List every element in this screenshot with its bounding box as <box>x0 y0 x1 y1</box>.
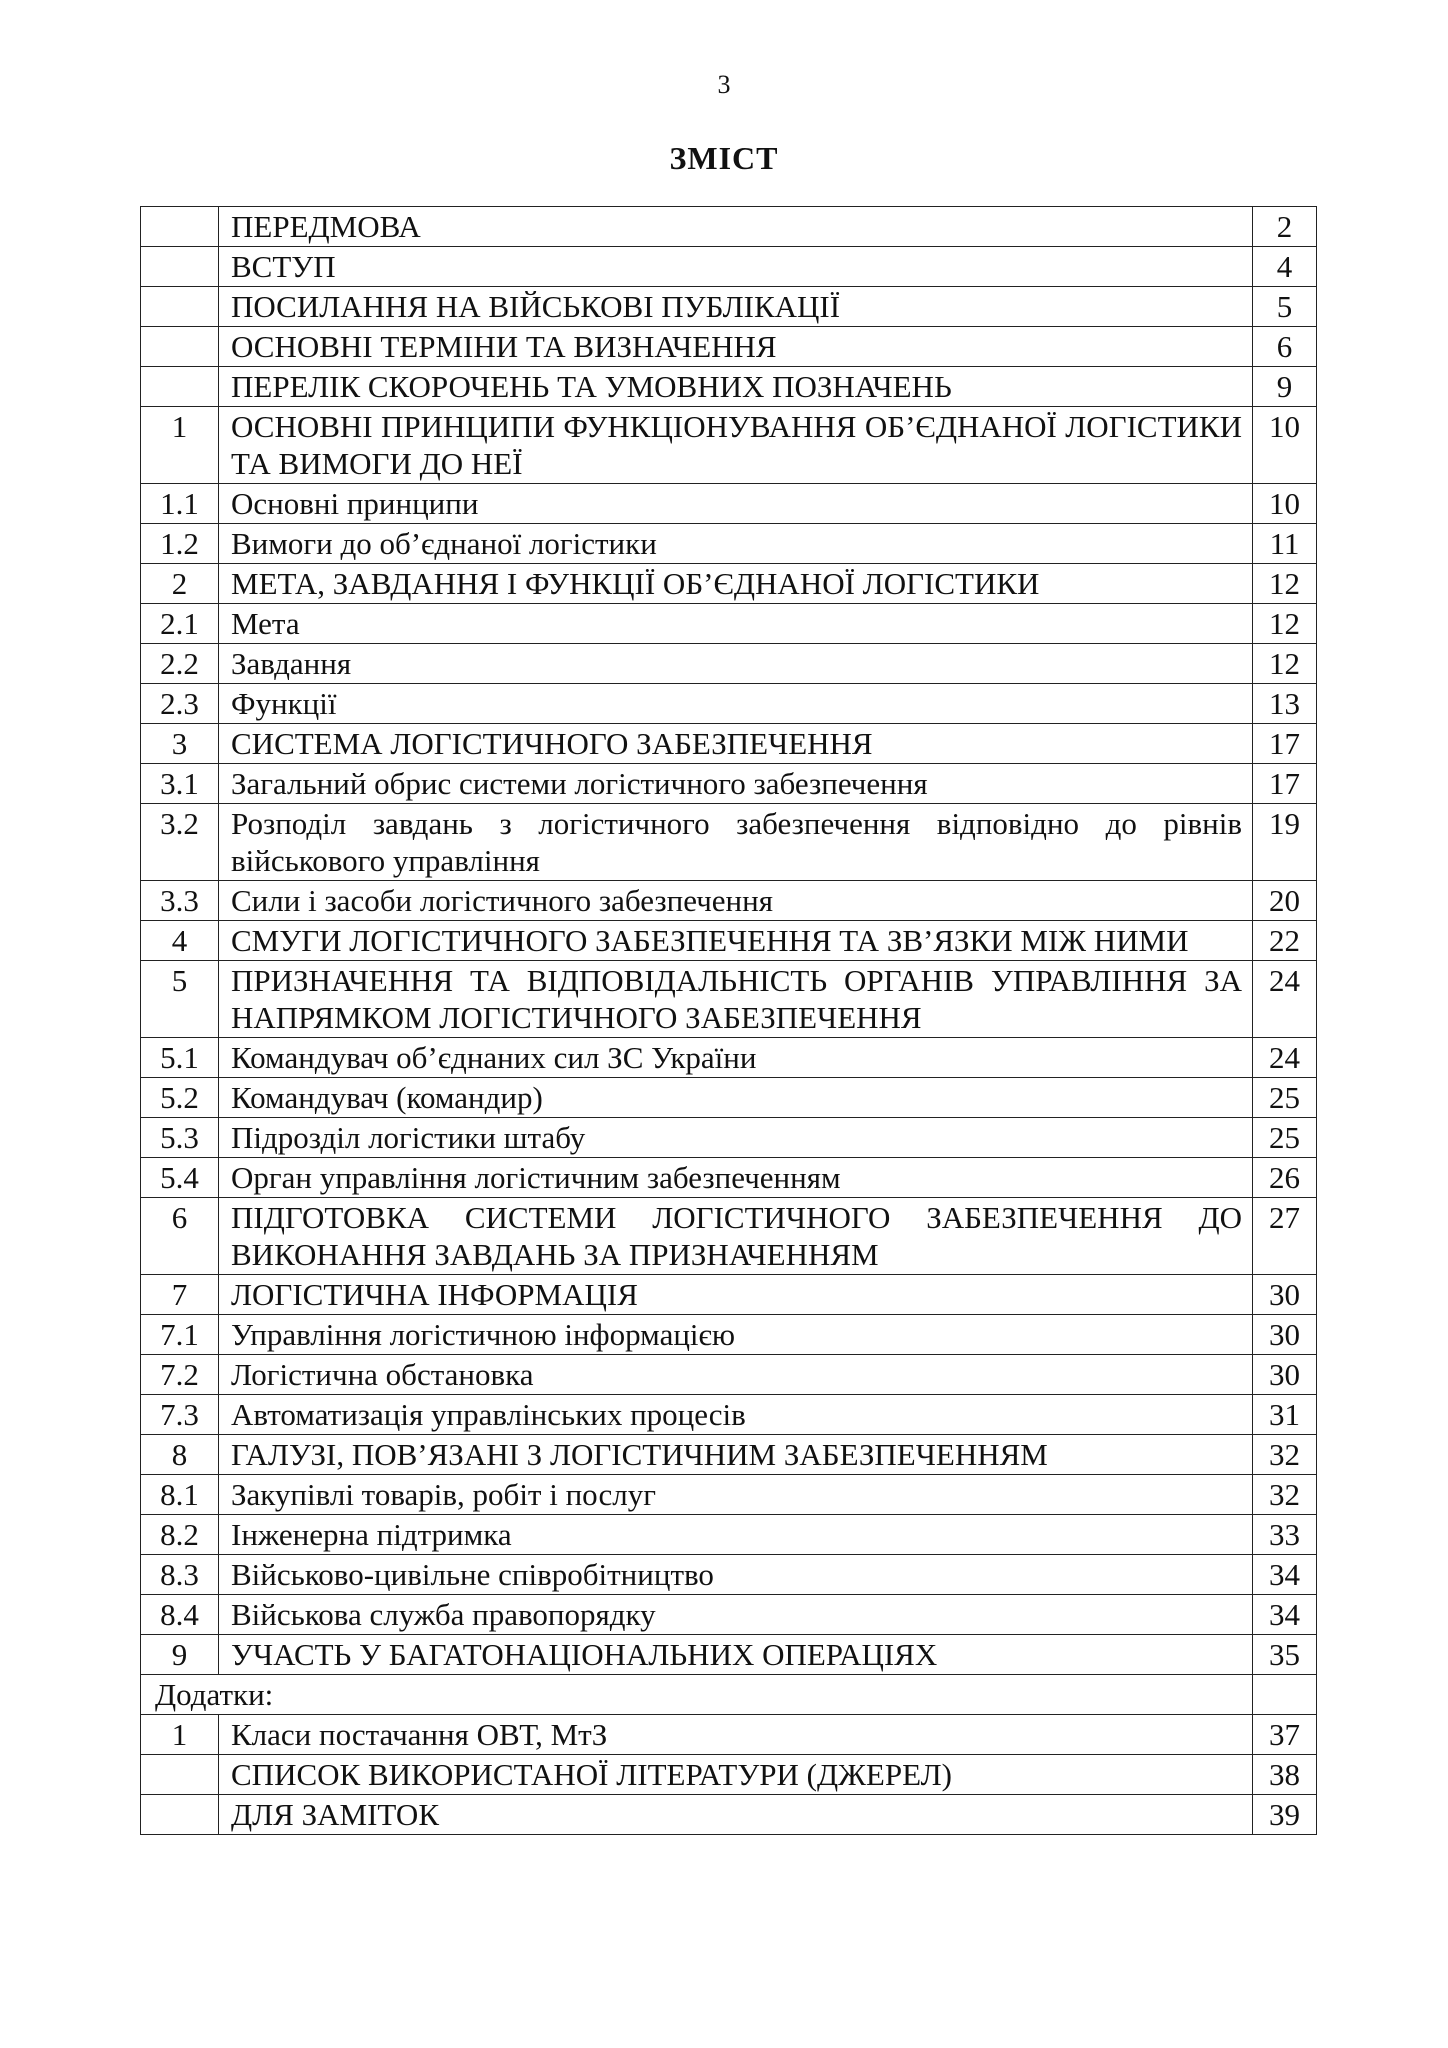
toc-page-number: 17 <box>1253 724 1317 764</box>
toc-page-number: 31 <box>1253 1395 1317 1435</box>
toc-page-number: 27 <box>1253 1198 1317 1275</box>
toc-section-number: 2.2 <box>141 644 219 684</box>
toc-page-number: 17 <box>1253 764 1317 804</box>
toc-section-number: 7.1 <box>141 1315 219 1355</box>
toc-row <box>141 684 1317 724</box>
toc-section-number: 8.1 <box>141 1475 219 1515</box>
toc-section-title: ЛОГІСТИЧНА ІНФОРМАЦІЯ <box>219 1275 1253 1315</box>
toc-page-number: 37 <box>1253 1715 1317 1755</box>
toc-page-number: 12 <box>1253 564 1317 604</box>
toc-section-title: Основні принципи <box>219 484 1253 524</box>
toc-section-title: ВСТУП <box>219 247 1253 287</box>
toc-row <box>141 1595 1317 1635</box>
toc-page-number: 12 <box>1253 604 1317 644</box>
toc-row <box>141 1515 1317 1555</box>
toc-section-title: ГАЛУЗІ, ПОВ’ЯЗАНІ З ЛОГІСТИЧНИМ ЗАБЕЗПЕЧЕННЯМ <box>219 1435 1253 1475</box>
toc-section-title: ПРИЗНАЧЕННЯ ТА ВІДПОВІДАЛЬНІСТЬ ОРГАНІВ УПРАВЛІННЯ ЗА НАПРЯМКОМ ЛОГІСТИЧНОГО ЗАБЕЗПЕЧЕННЯ <box>219 961 1253 1038</box>
toc-section-number: 1.2 <box>141 524 219 564</box>
toc-section-number: 2 <box>141 564 219 604</box>
toc-page-number: 13 <box>1253 684 1317 724</box>
toc-page-number: 30 <box>1253 1355 1317 1395</box>
toc-row <box>141 367 1317 407</box>
toc-section-title: Логістична обстановка <box>219 1355 1253 1395</box>
toc-section-number: 8.3 <box>141 1555 219 1595</box>
toc-section-title: Класи постачання ОВТ, МтЗ <box>219 1715 1253 1755</box>
toc-section-number: 5.1 <box>141 1038 219 1078</box>
toc-section-number <box>141 367 219 407</box>
toc-section-title: СПИСОК ВИКОРИСТАНОЇ ЛІТЕРАТУРИ (ДЖЕРЕЛ) <box>219 1755 1253 1795</box>
toc-row <box>141 1715 1317 1755</box>
toc-section-number: 3 <box>141 724 219 764</box>
toc-section-number <box>141 247 219 287</box>
toc-section-number: 1.1 <box>141 484 219 524</box>
toc-row <box>141 484 1317 524</box>
toc-row <box>141 881 1317 921</box>
toc-row <box>141 1078 1317 1118</box>
toc-section-number: 6 <box>141 1198 219 1275</box>
toc-row <box>141 1118 1317 1158</box>
toc-page-number: 2 <box>1253 207 1317 247</box>
toc-page-number: 39 <box>1253 1795 1317 1835</box>
toc-page-number: 35 <box>1253 1635 1317 1675</box>
table-of-contents <box>140 206 1317 1835</box>
toc-section-number: 7 <box>141 1275 219 1315</box>
toc-section-title: Сили і засоби логістичного забезпечення <box>219 881 1253 921</box>
toc-row <box>141 1198 1317 1275</box>
toc-section-title: Командувач об’єднаних сил ЗС України <box>219 1038 1253 1078</box>
toc-page-number: 34 <box>1253 1595 1317 1635</box>
toc-row <box>141 524 1317 564</box>
toc-page-number: 20 <box>1253 881 1317 921</box>
toc-page-number: 32 <box>1253 1475 1317 1515</box>
toc-row <box>141 287 1317 327</box>
toc-section-number: 8 <box>141 1435 219 1475</box>
toc-section-title: Функції <box>219 684 1253 724</box>
toc-section-title: Командувач (командир) <box>219 1078 1253 1118</box>
toc-row <box>141 407 1317 484</box>
toc-page-number: 22 <box>1253 921 1317 961</box>
toc-page-number: 30 <box>1253 1275 1317 1315</box>
toc-section-title: Підрозділ логістики штабу <box>219 1118 1253 1158</box>
toc-page-number: 19 <box>1253 804 1317 881</box>
toc-section-number <box>141 1795 219 1835</box>
toc-section-number: 8.2 <box>141 1515 219 1555</box>
toc-section-number: 3.2 <box>141 804 219 881</box>
toc-section-title: Вимоги до об’єднаної логістики <box>219 524 1253 564</box>
toc-section-number: 7.3 <box>141 1395 219 1435</box>
toc-row <box>141 247 1317 287</box>
appendix-label: Додатки: <box>141 1675 1253 1715</box>
toc-page-number: 5 <box>1253 287 1317 327</box>
toc-page-number: 38 <box>1253 1755 1317 1795</box>
toc-page-number: 26 <box>1253 1158 1317 1198</box>
toc-page-number <box>1253 1675 1317 1715</box>
toc-section-title: СМУГИ ЛОГІСТИЧНОГО ЗАБЕЗПЕЧЕННЯ ТА ЗВ’ЯЗКИ МІЖ НИМИ <box>219 921 1253 961</box>
toc-section-number: 3.3 <box>141 881 219 921</box>
toc-row <box>141 1275 1317 1315</box>
toc-section-title: УЧАСТЬ У БАГАТОНАЦІОНАЛЬНИХ ОПЕРАЦІЯХ <box>219 1635 1253 1675</box>
toc-row <box>141 764 1317 804</box>
toc-section-title: ПЕРЕДМОВА <box>219 207 1253 247</box>
toc-section-number: 2.1 <box>141 604 219 644</box>
toc-page-number: 10 <box>1253 484 1317 524</box>
toc-row <box>141 1315 1317 1355</box>
toc-section-title: Загальний обрис системи логістичного забезпечення <box>219 764 1253 804</box>
toc-page-number: 24 <box>1253 961 1317 1038</box>
toc-section-title: ПІДГОТОВКА СИСТЕМИ ЛОГІСТИЧНОГО ЗАБЕЗПЕЧЕННЯ ДО ВИКОНАННЯ ЗАВДАНЬ ЗА ПРИЗНАЧЕННЯМ <box>219 1198 1253 1275</box>
toc-appendix-row <box>141 1675 1317 1715</box>
toc-section-number: 1 <box>141 1715 219 1755</box>
toc-row <box>141 207 1317 247</box>
toc-section-title: Інженерна підтримка <box>219 1515 1253 1555</box>
toc-section-title: ОСНОВНІ ПРИНЦИПИ ФУНКЦІОНУВАННЯ ОБ’ЄДНАНОЇ ЛОГІСТИКИ ТА ВИМОГИ ДО НЕЇ <box>219 407 1253 484</box>
toc-section-title: Військово-цивільне співробітництво <box>219 1555 1253 1595</box>
toc-section-number: 5.4 <box>141 1158 219 1198</box>
toc-section-number <box>141 287 219 327</box>
toc-section-number: 3.1 <box>141 764 219 804</box>
toc-row <box>141 804 1317 881</box>
toc-row <box>141 1635 1317 1675</box>
toc-page-number: 6 <box>1253 327 1317 367</box>
toc-row <box>141 564 1317 604</box>
toc-section-number: 9 <box>141 1635 219 1675</box>
toc-row <box>141 724 1317 764</box>
toc-section-number <box>141 1755 219 1795</box>
toc-section-title: МЕТА, ЗАВДАННЯ І ФУНКЦІЇ ОБ’ЄДНАНОЇ ЛОГІСТИКИ <box>219 564 1253 604</box>
toc-section-number: 5.2 <box>141 1078 219 1118</box>
toc-row <box>141 961 1317 1038</box>
toc-section-number: 4 <box>141 921 219 961</box>
toc-section-title: ОСНОВНІ ТЕРМІНИ ТА ВИЗНАЧЕННЯ <box>219 327 1253 367</box>
toc-section-number: 1 <box>141 407 219 484</box>
toc-page-number: 32 <box>1253 1435 1317 1475</box>
toc-page-number: 24 <box>1253 1038 1317 1078</box>
toc-row <box>141 1755 1317 1795</box>
toc-section-title: Орган управління логістичним забезпеченням <box>219 1158 1253 1198</box>
toc-row <box>141 1038 1317 1078</box>
toc-row <box>141 1435 1317 1475</box>
toc-section-number: 2.3 <box>141 684 219 724</box>
toc-section-number <box>141 207 219 247</box>
toc-page-number: 12 <box>1253 644 1317 684</box>
toc-page-number: 33 <box>1253 1515 1317 1555</box>
toc-page-number: 4 <box>1253 247 1317 287</box>
toc-row <box>141 921 1317 961</box>
toc-page-number: 10 <box>1253 407 1317 484</box>
toc-page-number: 11 <box>1253 524 1317 564</box>
toc-body <box>141 207 1317 1835</box>
toc-section-title: Мета <box>219 604 1253 644</box>
toc-row <box>141 1158 1317 1198</box>
toc-section-number: 5 <box>141 961 219 1038</box>
toc-section-title: Закупівлі товарів, робіт і послуг <box>219 1475 1253 1515</box>
toc-section-number: 7.2 <box>141 1355 219 1395</box>
page-number: 3 <box>717 70 731 99</box>
toc-section-title: Завдання <box>219 644 1253 684</box>
toc-section-title: Розподіл завдань з логістичного забезпечення відповідно до рівнів військового управління <box>219 804 1253 881</box>
toc-row <box>141 1395 1317 1435</box>
toc-section-title: СИСТЕМА ЛОГІСТИЧНОГО ЗАБЕЗПЕЧЕННЯ <box>219 724 1253 764</box>
toc-row <box>141 1475 1317 1515</box>
toc-page-number: 9 <box>1253 367 1317 407</box>
toc-section-title: ПЕРЕЛІК СКОРОЧЕНЬ ТА УМОВНИХ ПОЗНАЧЕНЬ <box>219 367 1253 407</box>
toc-page-number: 25 <box>1253 1078 1317 1118</box>
toc-page-number: 25 <box>1253 1118 1317 1158</box>
toc-row <box>141 1355 1317 1395</box>
toc-page-number: 30 <box>1253 1315 1317 1355</box>
toc-section-title: Автоматизація управлінських процесів <box>219 1395 1253 1435</box>
toc-section-title: ДЛЯ ЗАМІТОК <box>219 1795 1253 1835</box>
toc-page-number: 34 <box>1253 1555 1317 1595</box>
toc-section-title: ПОСИЛАННЯ НА ВІЙСЬКОВІ ПУБЛІКАЦІЇ <box>219 287 1253 327</box>
toc-row <box>141 327 1317 367</box>
toc-section-title: Військова служба правопорядку <box>219 1595 1253 1635</box>
page-title: ЗМІСТ <box>669 140 779 176</box>
toc-row <box>141 1795 1317 1835</box>
toc-row <box>141 1555 1317 1595</box>
toc-section-title: Управління логістичною інформацією <box>219 1315 1253 1355</box>
toc-section-number <box>141 327 219 367</box>
toc-row <box>141 644 1317 684</box>
toc-section-number: 8.4 <box>141 1595 219 1635</box>
toc-row <box>141 604 1317 644</box>
toc-section-number: 5.3 <box>141 1118 219 1158</box>
